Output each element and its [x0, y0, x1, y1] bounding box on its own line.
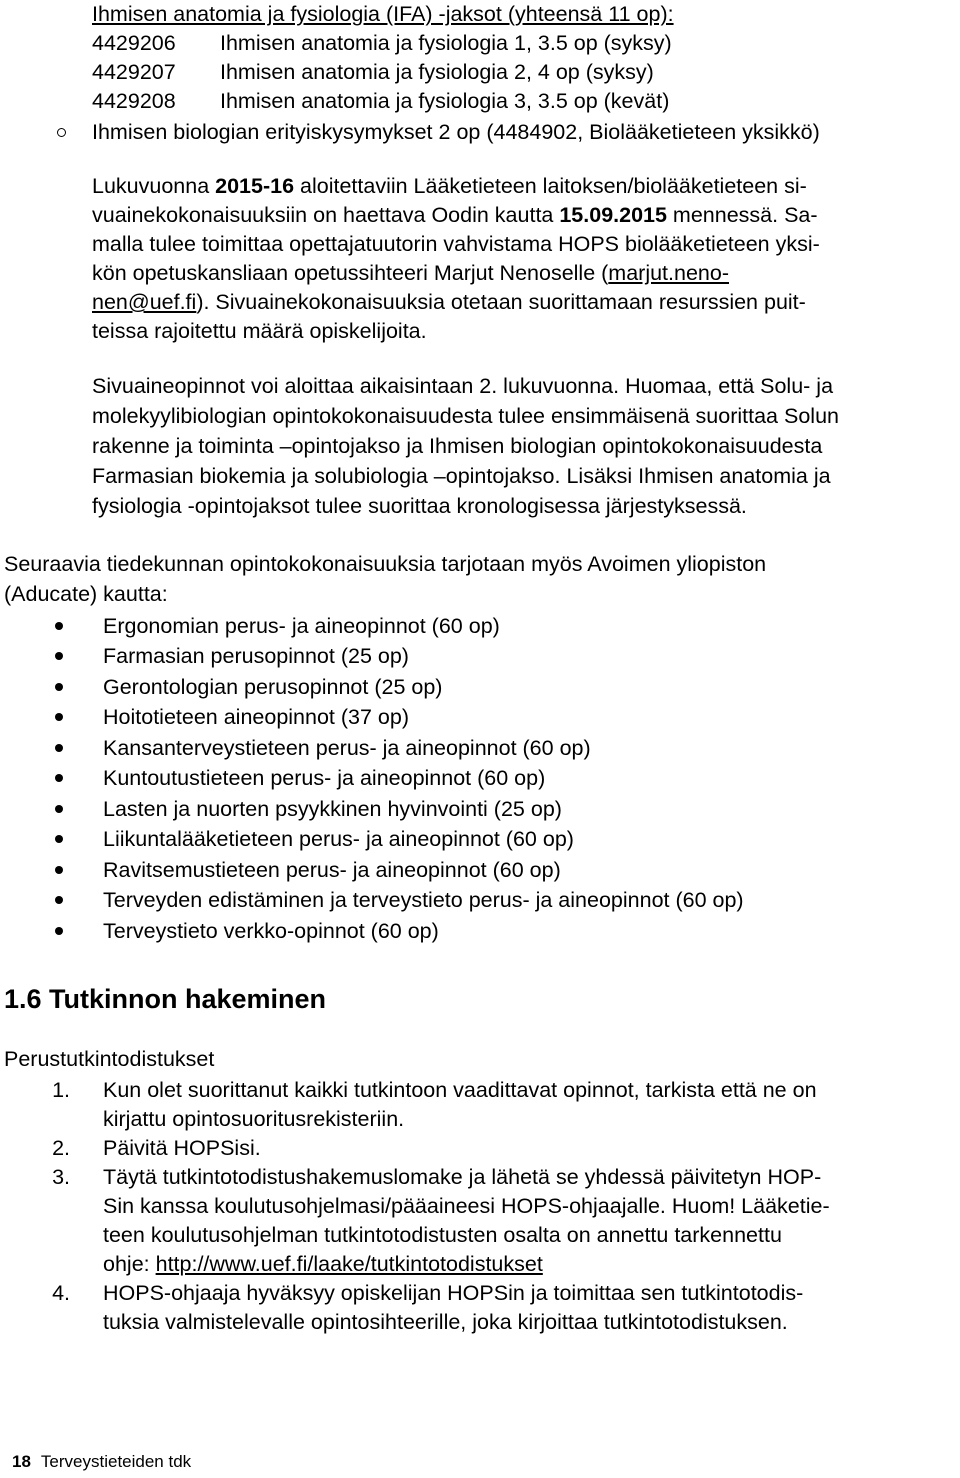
bullet-icon: [55, 713, 63, 721]
section-title: 1.6 Tutkinnon hakeminen: [4, 984, 327, 1014]
step-text: kirjattu opintosuoritusrekisteriin.: [103, 1107, 405, 1131]
text: ). Sivuainekokonaisuuksia otetaan suorittamaan resurssien puit-: [196, 290, 806, 314]
course-code: 4429207: [92, 60, 176, 84]
list-item: Ravitsemustieteen perus- ja aineopinnot (60 op): [103, 858, 561, 882]
course-name: Ihmisen anatomia ja fysiologia 3, 3.5 op (kevät): [220, 89, 670, 113]
text: kön opetuskansliaan opetussihteeri Marjut Nenoselle (: [92, 261, 609, 285]
ifa-heading: Ihmisen anatomia ja fysiologia (IFA) -jaksot (yhteensä 11 op):: [92, 2, 674, 26]
step-text: Täytä tutkintotodistushakemuslomake ja lähetä se yhdessä päivitetyn HOP-: [103, 1165, 822, 1189]
sivuaine-line: fysiologia -opintojaksot tulee suorittaa kronologisessa järjestyksessä.: [92, 494, 747, 518]
bullet-icon: [55, 866, 63, 874]
bullet-icon: [55, 927, 63, 935]
step-number: 3.: [52, 1165, 70, 1189]
step-text: [103, 1250, 543, 1278]
list-item: Kuntoutustieteen perus- ja aineopinnot (60 op): [103, 766, 546, 790]
circle-bullet-icon: [57, 128, 66, 137]
step-number: 4.: [52, 1281, 70, 1305]
bullet-icon: [55, 805, 63, 813]
sivuaine-line: rakenne ja toiminta –opintojakso ja Ihmisen biologian opintokokonaisuudesta: [92, 434, 823, 458]
step-number: 2.: [52, 1136, 70, 1160]
url-link[interactable]: http://www.uef.fi/laake/tutkintotodistukset: [155, 1252, 543, 1276]
course-code: 4429208: [92, 89, 176, 113]
step-text: Sin kanssa koulutusohjelmasi/pääaineesi HOPS-ohjaajalle. Huom! Lääketie-: [103, 1194, 830, 1218]
course-name: Ihmisen anatomia ja fysiologia 2, 4 op (syksy): [220, 60, 654, 84]
footer-text: Terveystieteiden tdk: [40, 1452, 192, 1471]
list-item: Terveystieto verkko-opinnot (60 op): [103, 919, 439, 943]
sivuaine-line: Farmasian biokemia ja solubiologia –opintojakso. Lisäksi Ihmisen anatomia ja: [92, 464, 831, 488]
avoin-intro: (Aducate) kautta:: [4, 582, 168, 606]
step-text: Päivitä HOPSisi.: [103, 1136, 261, 1160]
course-line: [92, 58, 654, 86]
bullet-icon: [55, 774, 63, 782]
list-item: Liikuntalääketieteen perus- ja aineopinnot (60 op): [103, 827, 574, 851]
sivuaine-line: Sivuaineopinnot voi aloittaa aikaisintaan 2. lukuvuonna. Huomaa, että Solu- ja: [92, 374, 834, 398]
list-item: Hoitotieteen aineopinnot (37 op): [103, 705, 409, 729]
course-name: Ihmisen anatomia ja fysiologia 1, 3.5 op (syksy): [220, 31, 672, 55]
step-text: Kun olet suorittanut kaikki tutkintoon vaadittavat opinnot, tarkista että ne on: [103, 1078, 817, 1102]
step-text: HOPS-ohjaaja hyväksyy opiskelijan HOPSin ja toimittaa sen tutkintotodis-: [103, 1281, 804, 1305]
text: vuainekokonaisuuksiin on haettava Oodin kautta: [92, 203, 560, 227]
sub-item: Ihmisen biologian erityiskysymykset 2 op (4484902, Biolääketieteen yksikkö): [92, 120, 820, 144]
course-code: 4429206: [92, 31, 176, 55]
step-number: 1.: [52, 1078, 70, 1102]
avoin-intro: Seuraavia tiedekunnan opintokokonaisuuksia tarjotaan myös Avoimen yliopiston: [4, 552, 767, 576]
list-item: Kansanterveystieteen perus- ja aineopinnot (60 op): [103, 736, 591, 760]
step-text: teen koulutusohjelman tutkintotodistusten osalta on annettu tarkennettu: [103, 1223, 782, 1247]
step-text: tuksia valmistelevalle opintosihteerille, joka kirjoittaa tutkintotodistuksen.: [103, 1310, 788, 1334]
application-line: [92, 201, 818, 229]
list-item: Farmasian perusopinnot (25 op): [103, 644, 409, 668]
deadline-date: 15.09.2015: [559, 203, 667, 227]
page-footer: [12, 1450, 191, 1474]
application-line: [92, 172, 807, 200]
application-line: malla tulee toimittaa opettajatuutorin vahvistama HOPS biolääketieteen yksi-: [92, 232, 820, 256]
section-subtitle: Perustutkintodistukset: [4, 1047, 215, 1071]
bullet-icon: [55, 622, 63, 630]
bullet-icon: [55, 652, 63, 660]
text: Lukuvuonna: [92, 174, 216, 198]
bullet-icon: [55, 744, 63, 752]
text: mennessä. Sa-: [666, 203, 818, 227]
list-item: Lasten ja nuorten psyykkinen hyvinvointi (25 op): [103, 797, 562, 821]
bullet-icon: [55, 683, 63, 691]
list-item: Terveyden edistäminen ja terveystieto perus- ja aineopinnot (60 op): [103, 888, 744, 912]
bullet-icon: [55, 896, 63, 904]
sivuaine-line: molekyylibiologian opintokokonaisuudesta tulee ensimmäisenä suorittaa Solun: [92, 404, 839, 428]
application-line: [92, 288, 806, 316]
course-line: [92, 87, 669, 115]
email-link[interactable]: marjut.neno-: [608, 261, 729, 285]
page-number: 18: [12, 1452, 31, 1471]
course-line: [92, 29, 672, 57]
text: ohje:: [103, 1252, 156, 1276]
academic-year: 2015-16: [215, 174, 295, 198]
text: aloitettaviin Lääketieteen laitoksen/biolääketieteen si-: [294, 174, 807, 198]
application-line: [92, 259, 729, 287]
list-item: Gerontologian perusopinnot (25 op): [103, 675, 443, 699]
application-line: teissa rajoitettu määrä opiskelijoita.: [92, 319, 427, 343]
email-link[interactable]: nen@uef.fi: [92, 290, 197, 314]
bullet-icon: [55, 835, 63, 843]
list-item: Ergonomian perus- ja aineopinnot (60 op): [103, 614, 500, 638]
